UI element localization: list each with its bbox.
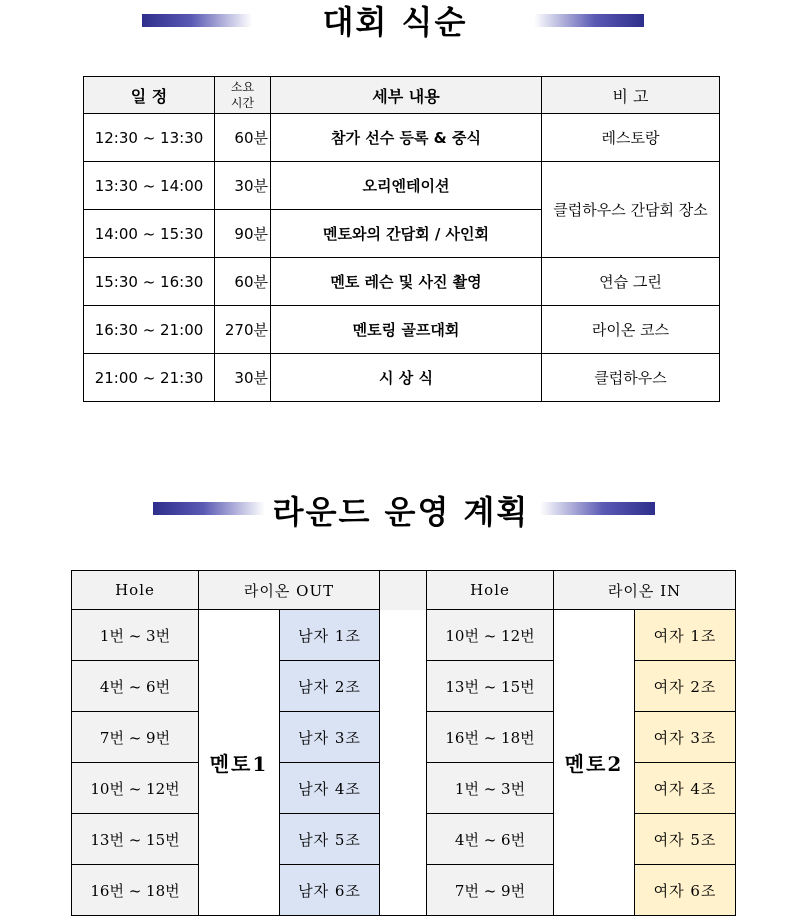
out-group: 남자 6조 — [280, 865, 380, 916]
in-mentor: 멘토2 — [554, 610, 635, 916]
schedule-duration: 30분 — [215, 354, 271, 402]
schedule-duration: 60분 — [215, 258, 271, 306]
schedule-remarks: 라이온 코스 — [542, 306, 720, 354]
schedule-remarks: 연습 그린 — [542, 258, 720, 306]
schedule-activity: 멘토와의 간담회 / 사인회 — [271, 210, 542, 258]
schedule-activity: 멘토 레슨 및 사진 촬영 — [271, 258, 542, 306]
header-duration-line1: 소요 — [230, 80, 255, 94]
table-gap — [380, 712, 427, 763]
out-hole: 7번 ~ 9번 — [72, 712, 199, 763]
out-group: 남자 1조 — [280, 610, 380, 661]
title-bar-right — [534, 14, 644, 27]
rounds-title-section — [0, 490, 793, 534]
ceremony-title-section — [0, 0, 793, 44]
schedule-remarks: 클럽하우스 — [542, 354, 720, 402]
schedule-time: 13:30 ~ 14:00 — [84, 162, 215, 210]
rounds-header-row — [72, 571, 736, 610]
in-hole: 16번 ~ 18번 — [427, 712, 554, 763]
schedule-duration: 90분 — [215, 210, 271, 258]
in-hole-header: Hole — [427, 571, 554, 610]
table-gap — [380, 763, 427, 814]
schedule-duration: 60분 — [215, 114, 271, 162]
table-gap — [380, 814, 427, 865]
schedule-row — [84, 162, 720, 210]
out-group: 남자 4조 — [280, 763, 380, 814]
header-remarks: 비 고 — [542, 77, 720, 114]
in-group: 여자 3조 — [635, 712, 736, 763]
header-duration-line2: 시간 — [230, 96, 255, 110]
schedule-activity: 오리엔테이션 — [271, 162, 542, 210]
header-details: 세부 내용 — [271, 77, 542, 114]
rounds-row — [72, 763, 736, 814]
out-hole: 1번 ~ 3번 — [72, 610, 199, 661]
in-hole: 7번 ~ 9번 — [427, 865, 554, 916]
out-hole-header: Hole — [72, 571, 199, 610]
schedule-row — [84, 354, 720, 402]
in-group: 여자 5조 — [635, 814, 736, 865]
in-hole: 4번 ~ 6번 — [427, 814, 554, 865]
title-bar-left — [153, 502, 265, 515]
rounds-row — [72, 661, 736, 712]
table-gap — [380, 571, 427, 610]
rounds-row — [72, 712, 736, 763]
in-group: 여자 1조 — [635, 610, 736, 661]
schedule-duration: 270분 — [215, 306, 271, 354]
in-group: 여자 6조 — [635, 865, 736, 916]
out-group: 남자 2조 — [280, 661, 380, 712]
schedule-time: 16:30 ~ 21:00 — [84, 306, 215, 354]
schedule-time: 21:00 ~ 21:30 — [84, 354, 215, 402]
out-group: 남자 5조 — [280, 814, 380, 865]
table-gap — [380, 661, 427, 712]
schedule-activity: 시 상 식 — [271, 354, 542, 402]
schedule-row — [84, 258, 720, 306]
rounds-row — [72, 610, 736, 661]
out-group: 남자 3조 — [280, 712, 380, 763]
in-hole: 1번 ~ 3번 — [427, 763, 554, 814]
rounds-row — [72, 865, 736, 916]
rounds-title: 라운드 운영 계획 — [272, 493, 530, 531]
in-group: 여자 2조 — [635, 661, 736, 712]
rounds-row — [72, 814, 736, 865]
out-hole: 4번 ~ 6번 — [72, 661, 199, 712]
in-course-header: 라이온 IN — [554, 571, 736, 610]
title-bar-right — [540, 502, 655, 515]
schedule-table — [83, 76, 720, 402]
schedule-time: 14:00 ~ 15:30 — [84, 210, 215, 258]
title-bar-left — [142, 14, 252, 27]
in-group: 여자 4조 — [635, 763, 736, 814]
schedule-row — [84, 306, 720, 354]
table-gap — [380, 865, 427, 916]
ceremony-title: 대회 식순 — [322, 3, 468, 41]
out-mentor: 멘토1 — [199, 610, 280, 916]
schedule-header-row — [84, 77, 720, 114]
in-hole: 13번 ~ 15번 — [427, 661, 554, 712]
in-hole: 10번 ~ 12번 — [427, 610, 554, 661]
header-schedule: 일 정 — [84, 77, 215, 114]
out-course-header: 라이온 OUT — [199, 571, 380, 610]
schedule-remarks: 레스토랑 — [542, 114, 720, 162]
schedule-activity: 참가 선수 등록 & 중식 — [271, 114, 542, 162]
rounds-table — [71, 570, 736, 916]
schedule-duration: 30분 — [215, 162, 271, 210]
out-hole: 13번 ~ 15번 — [72, 814, 199, 865]
schedule-row — [84, 114, 720, 162]
schedule-time: 15:30 ~ 16:30 — [84, 258, 215, 306]
schedule-remarks: 클럽하우스 간담회 장소 — [542, 162, 720, 258]
schedule-activity: 멘토링 골프대회 — [271, 306, 542, 354]
out-hole: 10번 ~ 12번 — [72, 763, 199, 814]
out-hole: 16번 ~ 18번 — [72, 865, 199, 916]
header-duration — [215, 77, 271, 114]
table-gap — [380, 610, 427, 661]
schedule-time: 12:30 ~ 13:30 — [84, 114, 215, 162]
